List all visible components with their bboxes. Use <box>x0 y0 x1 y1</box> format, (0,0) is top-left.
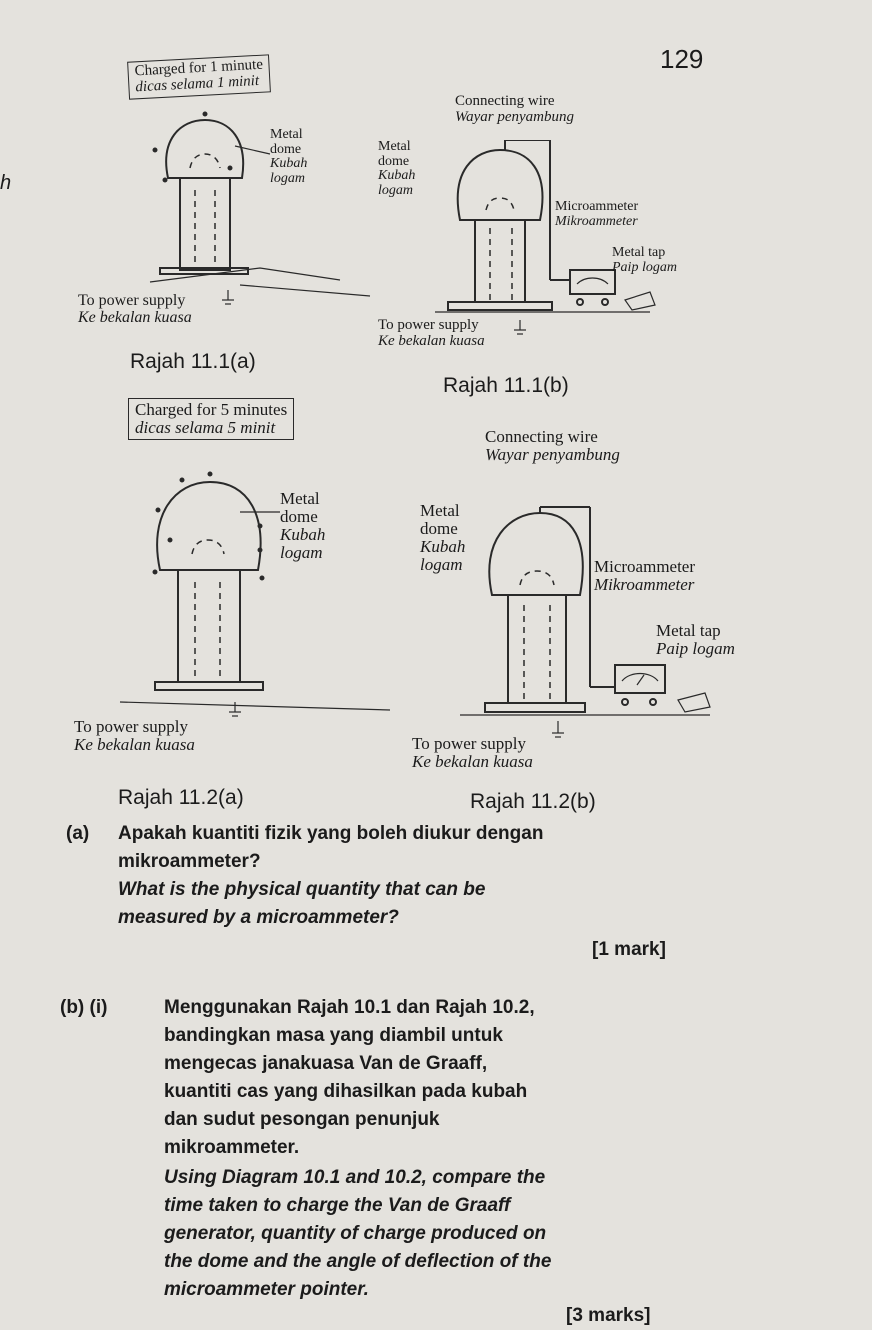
microammeter-label-1b: Microammeter Mikroammeter <box>555 199 639 229</box>
question-b-english: Using Diagram 10.1 and 10.2, compare the time taken to charge the Van de Graaff generator, quantity of charge produced on the dome and the angle of deflection of the microammeter pointer. <box>164 1167 552 1300</box>
charge-time-box-2a: Charged for 5 minutes dicas selama 5 minit <box>128 398 294 440</box>
van-de-graaff-diagram-1b <box>420 140 720 340</box>
page-number: 129 <box>660 44 704 74</box>
wire-label-1b: Connecting wire Wayar penyambung <box>455 93 575 125</box>
van-de-graaff-diagram-1a <box>120 110 380 310</box>
metal-tap-label-1b: Metal tap Paip logam <box>612 245 677 275</box>
question-a-number: (a) <box>66 823 90 844</box>
question-a-malay: Apakah kuantiti fizik yang boleh diukur dengan mikroammeter? <box>118 823 544 872</box>
power-supply-label-2a: To power supply Ke bekalan kuasa <box>74 717 195 754</box>
question-b-marks: [3 marks] <box>566 1305 651 1326</box>
dome-label-2b: Metal dome Kubah logam <box>420 501 466 574</box>
question-a-marks: [1 mark] <box>592 939 666 960</box>
margin-mark: h <box>0 172 12 194</box>
question-b-malay: Menggunakan Rajah 10.1 dan Rajah 10.2, bandingkan masa yang diambil untuk mengecas janakuasa Van de Graaff, kuantiti cas yang dihasilkan pada kubah dan sudut pesongan penunjuk mikroammeter. <box>164 997 535 1158</box>
microammeter-label-2b: Microammeter Mikroammeter <box>594 557 696 594</box>
dome-label-1b: Metal dome Kubah logam <box>378 139 416 199</box>
caption-rajah-11-1b: Rajah 11.1(b) <box>443 374 569 397</box>
van-de-graaff-diagram-2a <box>110 470 400 720</box>
caption-rajah-11-1a: Rajah 11.1(a) <box>130 350 256 373</box>
power-supply-label-1a: To power supply Ke bekalan kuasa <box>78 292 192 326</box>
caption-rajah-11-2a: Rajah 11.2(a) <box>118 786 244 809</box>
metal-tap-label-2b: Metal tap Paip logam <box>656 621 735 658</box>
power-supply-label-1b: To power supply Ke bekalan kuasa <box>378 317 485 349</box>
question-a-english: What is the physical quantity that can be measured by a microammeter? <box>118 879 486 928</box>
dome-label-2a: Metal dome Kubah logam <box>280 489 326 562</box>
charge-time-box-1a: Charged for 1 minute dicas selama 1 minit <box>127 54 271 99</box>
caption-rajah-11-2b: Rajah 11.2(b) <box>470 790 596 813</box>
dome-label-1a: Metal dome Kubah logam <box>270 127 308 187</box>
power-supply-label-2b: To power supply Ke bekalan kuasa <box>412 734 533 771</box>
wire-label-2b: Connecting wire Wayar penyambung <box>485 427 620 464</box>
question-b-number: (b) (i) <box>60 997 108 1018</box>
